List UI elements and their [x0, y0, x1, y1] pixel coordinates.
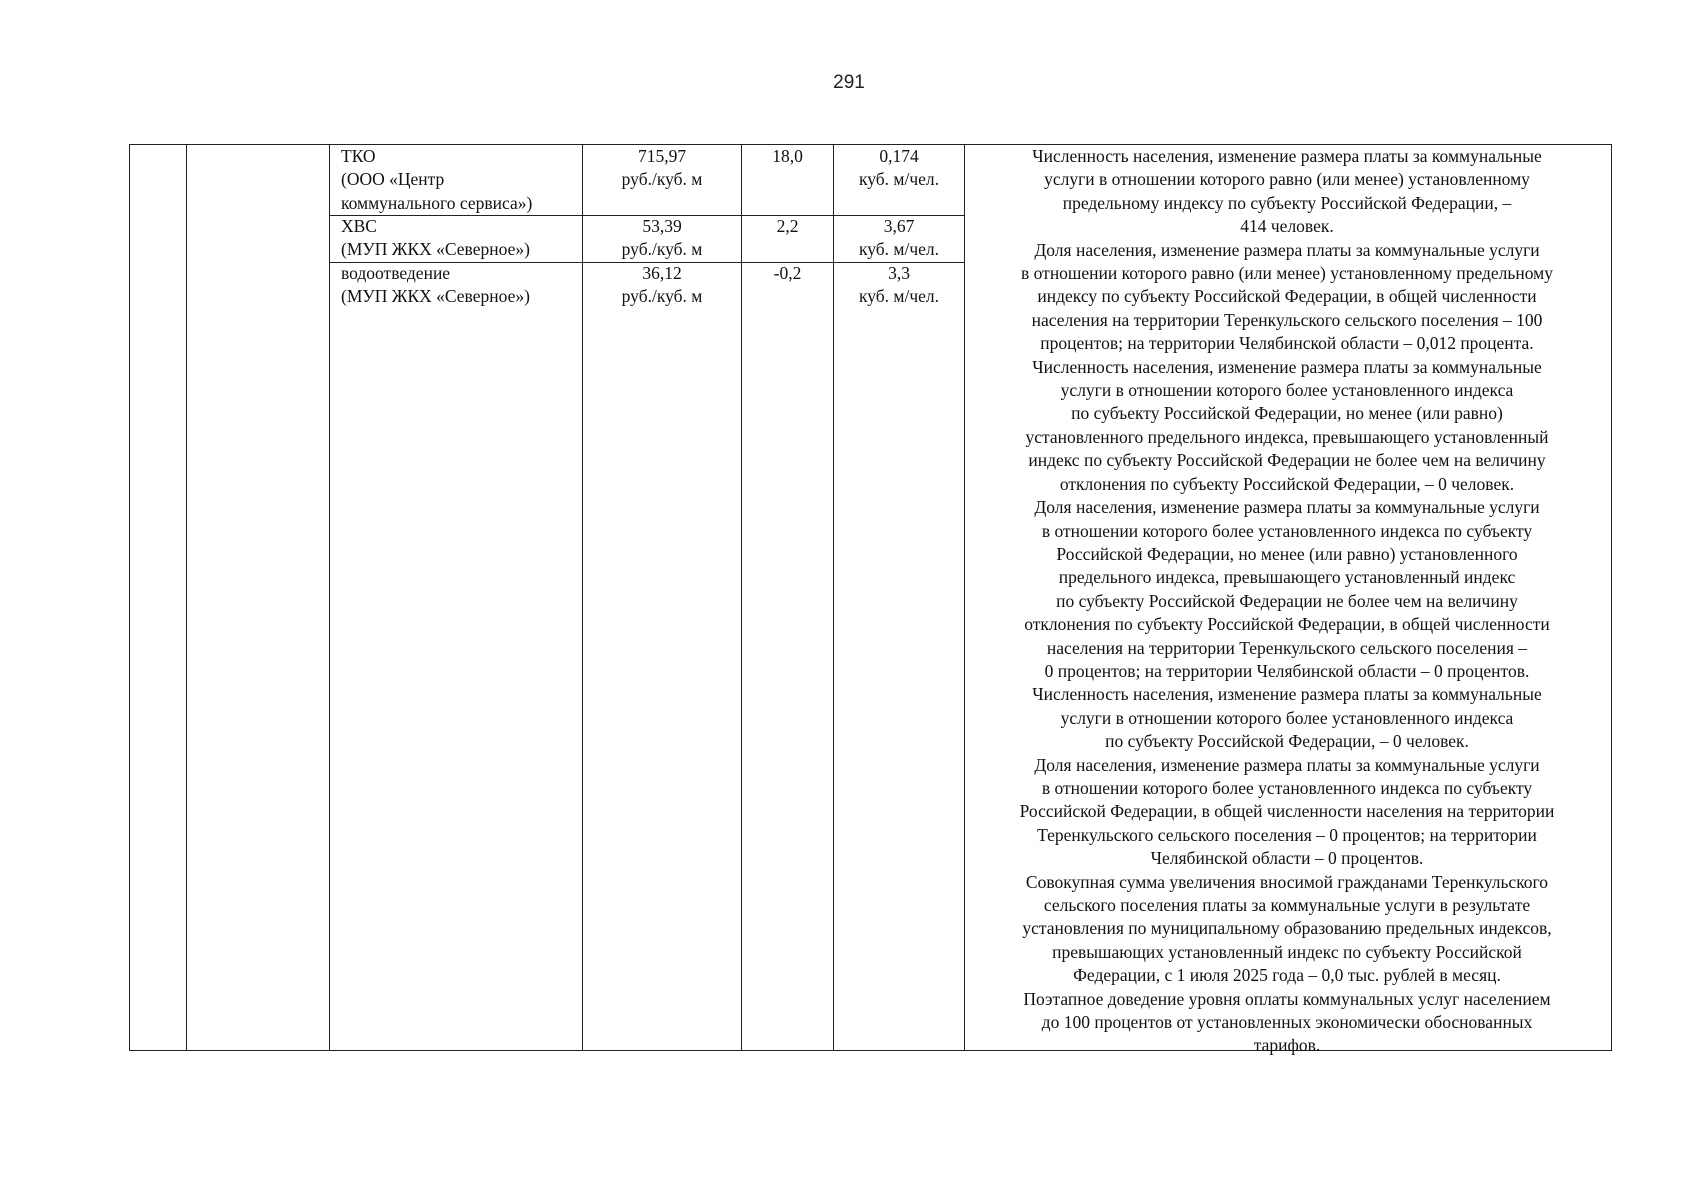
indicator-paragraph: Совокупная сумма увеличения вносимой гражданами Теренкульского сельского поселения платы за коммунальные услуги в результате установления по муниципальному образованию предельных индексов, превышающих установленный индекс по субъекту Российской Федерации, с 1 июля 2025 года – 0,0 тыс. рублей в месяц.	[1022, 871, 1552, 986]
indicator-paragraph: Численность населения, изменение размера платы за коммунальные услуги в отношении которого более установленного индекса по субъекту Российской Федерации, – 0 человек.	[1032, 684, 1542, 752]
column-divider	[741, 144, 742, 1051]
column-divider	[582, 144, 583, 1051]
page-number: 291	[833, 72, 865, 93]
indicator-paragraph: Численность населения, изменение размера платы за коммунальные услуги в отношении которого более установленного индекса по субъекту Российской Федерации, но менее (или равно) установленного предельного индекса, превышающего установленный индекс по субъекту Российской Федерации не более чем на величину отклонения по субъекту Российской Федерации, – 0 человек.	[1025, 356, 1549, 494]
norm-cell: 3,3 куб. м/чел.	[858, 263, 940, 307]
norm-cell: 0,174 куб. м/чел.	[858, 146, 940, 190]
column-divider	[329, 144, 330, 1051]
indicator-paragraph: Доля населения, изменение размера платы за коммунальные услуги в отношении которого равно (или менее) установленному предельному индексу по субъекту Российской Федерации, в общей численности населения на территории Теренкульского сельского поселения – 100 процентов; на территории Челябинской области – 0,012 процента.	[1021, 239, 1553, 354]
tariff-cell: 36,12 руб./куб. м	[621, 263, 703, 307]
change-cell: 2,2	[776, 216, 799, 236]
norm-cell: 3,67 куб. м/чел.	[858, 216, 940, 260]
indicator-paragraph: Поэтапное доведение уровня оплаты коммунальных услуг населением до 100 процентов от установленных экономически обоснованных тарифов.	[1023, 988, 1551, 1056]
column-divider	[186, 144, 187, 1051]
service-cell: ХВС (МУП ЖКХ «Северное»)	[341, 216, 530, 260]
service-cell: ТКО (ООО «Центр коммунального сервиса»)	[341, 146, 533, 213]
indicators-cell	[964, 145, 1610, 1058]
indicator-paragraph: Доля населения, изменение размера платы за коммунальные услуги в отношении которого более установленного индекса по субъекту Российской Федерации, но менее (или равно) установленного предельного индекса, превышающего установленный индекс по субъекту Российской Федерации не более чем на величину отклонения по субъекту Российской Федерации, в общей численности населения на территории Теренкульского сельского поселения – 0 процентов; на территории Челябинской области – 0 процентов.	[1024, 497, 1550, 681]
tariff-cell: 715,97 руб./куб. м	[621, 146, 703, 190]
indicator-paragraph: Доля населения, изменение размера платы за коммунальные услуги в отношении которого более установленного индекса по субъекту Российской Федерации, в общей численности населения на территории Теренкульского сельского поселения – 0 процентов; на территории Челябинской области – 0 процентов.	[1019, 754, 1555, 869]
service-cell: водоотведение (МУП ЖКХ «Северное»)	[341, 263, 530, 307]
indicator-paragraph: Численность населения, изменение размера платы за коммунальные услуги в отношении которого равно (или менее) установленному предельному индексу по субъекту Российской Федерации, – 414 человек.	[1032, 146, 1542, 237]
change-cell: 18,0	[772, 146, 803, 166]
column-divider	[833, 144, 834, 1051]
tariff-cell: 53,39 руб./куб. м	[621, 216, 703, 260]
change-cell: -0,2	[773, 263, 802, 283]
